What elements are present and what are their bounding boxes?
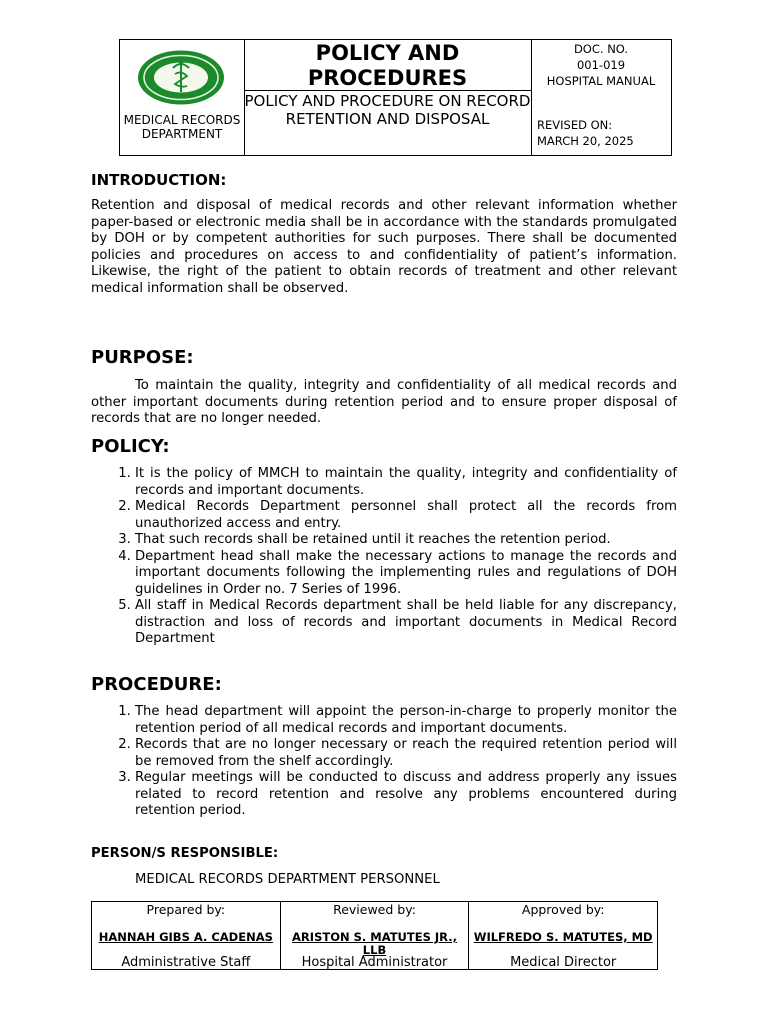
policy-item: 4. Department head shall make the necessary actions to manage the records and important documents following the implementing rules and regulations of DOH guidelines in Order no. 7 Series of 1996. bbox=[135, 549, 677, 599]
procedure-item: 2. Records that are no longer necessary or reach the required retention period will be removed from the shelf accordingly. bbox=[135, 737, 677, 770]
policy-item: 5. All staff in Medical Records department shall be held liable for any discrepancy, distraction and loss of records and important documents in Medical Record Department bbox=[135, 598, 677, 648]
prepared-by-cell bbox=[92, 902, 280, 969]
hospital-logo-seal bbox=[137, 50, 225, 105]
approved-by-label: Approved by: bbox=[521, 902, 605, 917]
doc-no-label: DOC. NO. bbox=[573, 42, 629, 56]
doc-number-block bbox=[531, 41, 671, 89]
introduction-text: Retention and disposal of medical records and other relevant information whether paper-based or electronic media shall be in accordance with the standards promulgated by DOH or by competent authorities for such purposes. There shall be documented policies and procedures on access to and confidentiality of patient’s information. Likewise, the right of the patient to obtain records of treatment and other relevant medical information shall be observed. bbox=[91, 198, 677, 296]
manual-label: HOSPITAL MANUAL bbox=[546, 74, 656, 88]
procedure-list bbox=[91, 704, 677, 820]
prepared-by-label: Prepared by: bbox=[146, 902, 226, 917]
document-title: POLICY AND PROCEDURES bbox=[244, 40, 531, 91]
prepared-by-position: Administrative Staff bbox=[121, 955, 251, 970]
title-cell bbox=[244, 40, 532, 155]
policy-item: 3. That such records shall be retained until it reaches the retention period. bbox=[135, 532, 677, 549]
introduction-section bbox=[91, 171, 677, 297]
responsible-heading: PERSON/S RESPONSIBLE: bbox=[91, 846, 279, 861]
responsible-section bbox=[91, 846, 677, 888]
doc-info-cell bbox=[531, 40, 671, 155]
procedure-section bbox=[91, 674, 677, 820]
reviewed-by-label: Reviewed by: bbox=[333, 902, 416, 917]
approved-by-name: WILFREDO S. MATUTES, MD bbox=[473, 930, 653, 944]
document-header bbox=[119, 39, 672, 156]
department-name: MEDICAL RECORDS DEPARTMENT bbox=[123, 113, 241, 141]
approved-by-position: Medical Director bbox=[510, 955, 617, 970]
revised-label: REVISED ON: bbox=[537, 118, 613, 132]
revision-block bbox=[537, 117, 634, 149]
reviewed-by-name: ARISTON S. MATUTES JR., LLB bbox=[292, 930, 457, 957]
introduction-heading: INTRODUCTION: bbox=[91, 171, 227, 189]
purpose-text: To maintain the quality, integrity and confidentiality of all medical records and other important documents during retention period and to ensure proper disposal of records that are no longer needed. bbox=[91, 378, 677, 426]
department-cell bbox=[120, 40, 245, 155]
procedure-item: 3. Regular meetings will be conducted to discuss and address properly any issues related to record retention and resolve any problems encountered during retention period. bbox=[135, 770, 677, 820]
policy-section bbox=[91, 436, 677, 648]
approved-by-cell bbox=[468, 902, 657, 969]
reviewed-by-position: Hospital Administrator bbox=[301, 955, 448, 970]
signature-table bbox=[91, 901, 658, 970]
responsible-text: MEDICAL RECORDS DEPARTMENT PERSONNEL bbox=[135, 872, 440, 887]
policy-list bbox=[91, 466, 677, 648]
reviewed-by-cell bbox=[280, 902, 469, 969]
prepared-by-name: HANNAH GIBS A. CADENAS bbox=[98, 930, 273, 944]
policy-item: 2. Medical Records Department personnel shall protect all the records from unauthorized access and entry. bbox=[135, 499, 677, 532]
procedure-heading: PROCEDURE: bbox=[91, 674, 222, 695]
document-subtitle: POLICY AND PROCEDURE ON RECORD RETENTION AND DISPOSAL bbox=[244, 92, 531, 128]
doc-no-value: 001-019 bbox=[576, 58, 626, 72]
purpose-heading: PURPOSE: bbox=[91, 347, 194, 368]
procedure-item: 1. The head department will appoint the person-in-charge to properly monitor the retention period of all medical records and important documents. bbox=[135, 704, 677, 737]
policy-heading: POLICY: bbox=[91, 436, 170, 457]
purpose-section bbox=[91, 347, 677, 428]
revised-date: MARCH 20, 2025 bbox=[537, 134, 634, 148]
policy-item: 1. It is the policy of MMCH to maintain the quality, integrity and confidentiality of records and important documents. bbox=[135, 466, 677, 499]
